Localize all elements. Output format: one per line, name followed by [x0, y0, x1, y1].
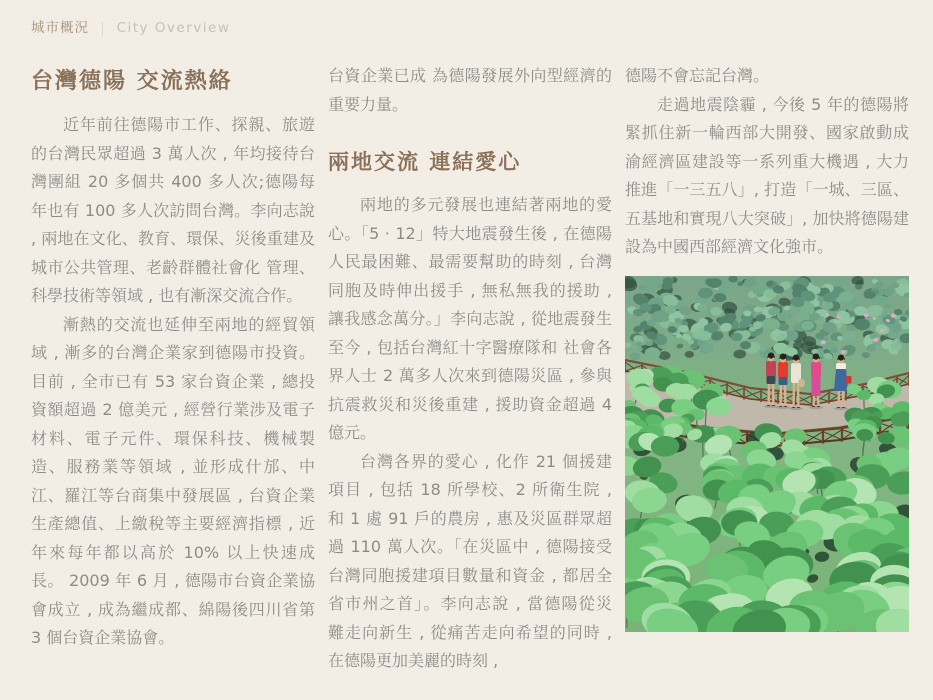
paragraph: 漸熱的交流也延伸至兩地的經貿領域 , 漸多的台灣企業家到德陽市投資。目前 , 全市已有 53 家台資企業 , 總投 資額超過 2 億美元 , 經營行業涉及電子材料、電子元件、環保科技、機械製造、服務業等領域 , 並形成什邡、中 江、羅江等台商集中發展區 , 台資企業生產總值、上繳稅等主要經濟指標 , 近年來每年都以高於 10% 以上快速成 長。 2009 年 6 月 , 德陽市台資企業協會成立 , 成為繼成都、綿陽後四川省第 3 個台資企業協會。 [31, 314, 315, 647]
paragraph: 走過地震陰霾 , 今後 5 年的德陽將緊抓住新一輪西部大開發、國家啟動成渝經濟區建設等一系列重大機遇 , 大力 推進「一三五八」, 打造「一城、三區、五基地和實現八大突破」, 加快將德陽建設為中國西部經濟文化強市。 [625, 94, 909, 256]
paragraph: 台資企業已成 為德陽發展外向型經濟的重要力量。 [328, 66, 612, 114]
article-title: 台灣德陽 交流熱絡 [31, 68, 233, 94]
section-title: 兩地交流 連結愛心 [328, 149, 522, 174]
paragraph: 台灣各界的愛心 , 化作 21 個援建項目 , 包括 18 所學校、2 所衛生院 , 和 1 處 91 戶的農房 , 惠及災區群眾超過 110 萬人次。「在災區中 , 德陽接受台灣同胞援建項目數量和資金 , 都居全省市州之首」。李向志說 , 當德陽從災 難走向新生 , 從痛苦走向希望的同時 , 在德陽更加美麗的時刻 , [328, 451, 612, 670]
page-header [31, 16, 230, 36]
header-section-zh: 城市概況 [31, 20, 89, 36]
lotus-pond-photo [625, 276, 909, 632]
paragraph: 兩地的多元發展也連結著兩地的愛心。「5 · 12」特大地震發生後 , 在德陽人民最困難、最需要幫助的時刻 , 台灣 同胞及時伸出援手 , 無私無我的援助 , 讓我感念萬分。」李向志說 , 從地震發生至今 , 包括台灣紅十字醫療隊和 社會各界人士 2 萬多人次來到德陽災區 , 參與抗震救災和災後重建 , 援助資金超過 4 億元。 [328, 195, 612, 442]
header-divider: | [100, 20, 106, 36]
article-column-2 [328, 62, 612, 676]
paragraph: 德陽不會忘記台灣。 [625, 66, 770, 85]
paragraph: 近年前往德陽市工作、探親、旅遊的台灣民眾超過 3 萬人次 , 年均接待台灣團組 20 多個共 400 多人次;德陽每 年也有 100 多人次訪問台灣。李向志說 , 兩地在文化、教育、環保、災後重建及城市公共管理、老齡群體社會化 管理、科學技術等領域 , 也有漸深交流合作。 [31, 115, 315, 305]
article-column-1 [31, 62, 315, 653]
article-column-3 [625, 62, 909, 632]
header-section-en: City Overview [116, 20, 231, 36]
